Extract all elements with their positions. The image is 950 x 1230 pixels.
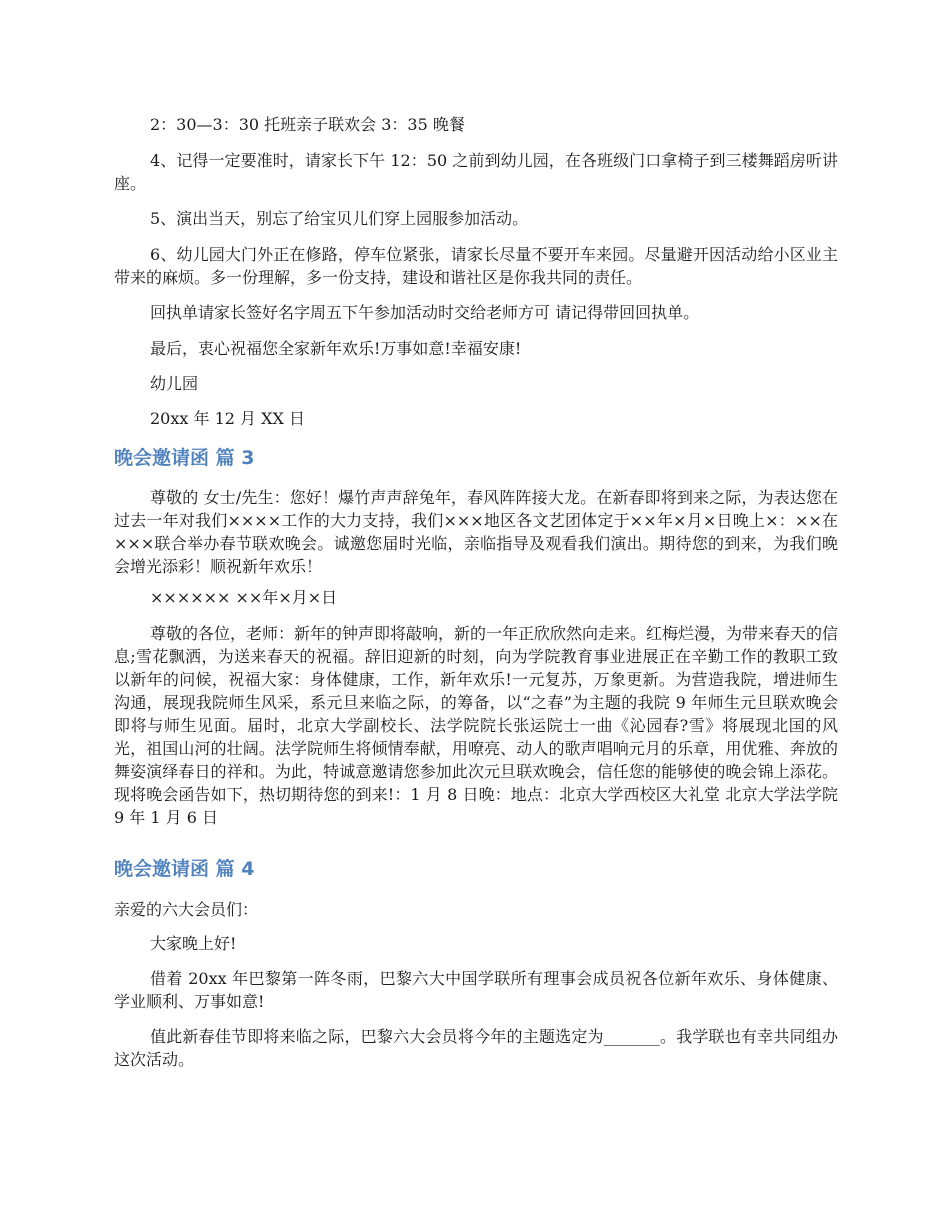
section-heading-4: 晚会邀请函 篇 4	[114, 858, 255, 880]
notice-item-6: 6、幼儿园大门外正在修路，停车位紧张，请家长尽量不要开车来园。尽量避开因活动给小区业主带来的麻烦。多一份理解，多一份支持，建设和谐社区是你我共同的责任。	[114, 245, 838, 287]
notice-item-4: 4、记得一定要准时，请家长下午 12：50 之前到幼儿园，在各班级门口拿椅子到三楼舞蹈房听讲座。	[114, 151, 838, 193]
invitation-paragraph-1: 尊敬的 女士/先生：您好！爆竹声声辞兔年，春风阵阵接大龙。在新春即将到来之际，为表达您在过去一年对我们××××工作的大力支持，我们×××地区各文艺团体定于××年×月×日晚上×：××在×××联合举办春节联欢晚会。诚邀您届时光临，亲临指导及观看我们演出。期待您的到来，为我们晚会增光添彩！顺祝新年欢乐！	[114, 488, 838, 576]
schedule-line: 2：30—3：30 托班亲子联欢会 3：35 晚餐	[150, 115, 465, 134]
invitation-signature: ×××××× ××年×月×日	[150, 588, 338, 607]
signature-date: 20xx 年 12 月 XX 日	[150, 409, 305, 428]
receipt-note: 回执单请家长签好名字周五下午参加活动时交给老师方可 请记得带回回执单。	[150, 303, 700, 322]
section-heading-3: 晚会邀请函 篇 3	[114, 447, 255, 469]
notice-item-5: 5、演出当天，别忘了给宝贝儿们穿上园服参加活动。	[150, 209, 529, 228]
theme-paragraph: 值此新春佳节即将来临之际，巴黎六大会员将今年的主题选定为_______。我学联也有幸共同组办这次活动。	[114, 1027, 838, 1069]
greeting: 大家晚上好!	[150, 934, 237, 953]
salutation: 亲爱的六大会员们：	[114, 900, 259, 919]
signature-org: 幼儿园	[150, 374, 199, 393]
wishes-paragraph: 借着 20xx 年巴黎第一阵冬雨，巴黎六大中国学联所有理事会成员祝各位新年欢乐、身体健康、学业顺利、万事如意!	[114, 969, 838, 1011]
closing-wishes: 最后，衷心祝福您全家新年欢乐!万事如意!幸福安康!	[150, 339, 522, 358]
invitation-paragraph-2: 尊敬的各位，老师：新年的钟声即将敲响，新的一年正欣欣然向走来。红梅烂漫，为带来春天的信息;雪花飘洒，为送来春天的祝福。辞旧迎新的时刻，向为学院教育事业进展正在辛勤工作的教职工致以新年的问候，祝福大家：身体健康，工作，新年欢乐!一元复苏，万象更新。为营造我院，增进师生沟通，展现我院师生风采，系元旦来临之际，的筹备，以“之春”为主题的我院 9 年师生元旦联欢晚会即将与师生见面。届时，北京大学副校长、法学院院长张运院士一曲《沁园春?雪》将展现北国的风光，祖国山河的壮阔。法学院师生将倾情奉献，用嘹亮、动人的歌声唱响元月的乐章，用优雅、奔放的舞姿演绎春日的祥和。为此，特诚意邀请您参加此次元旦联欢晚会，信任您的能够使的晚会锦上添花。现将晚会函告如下，热切期待您的到来!：1 月 8 日晚：地点：北京大学西校区大礼堂 北京大学法学院 9 年 1 月 6 日	[114, 624, 839, 827]
